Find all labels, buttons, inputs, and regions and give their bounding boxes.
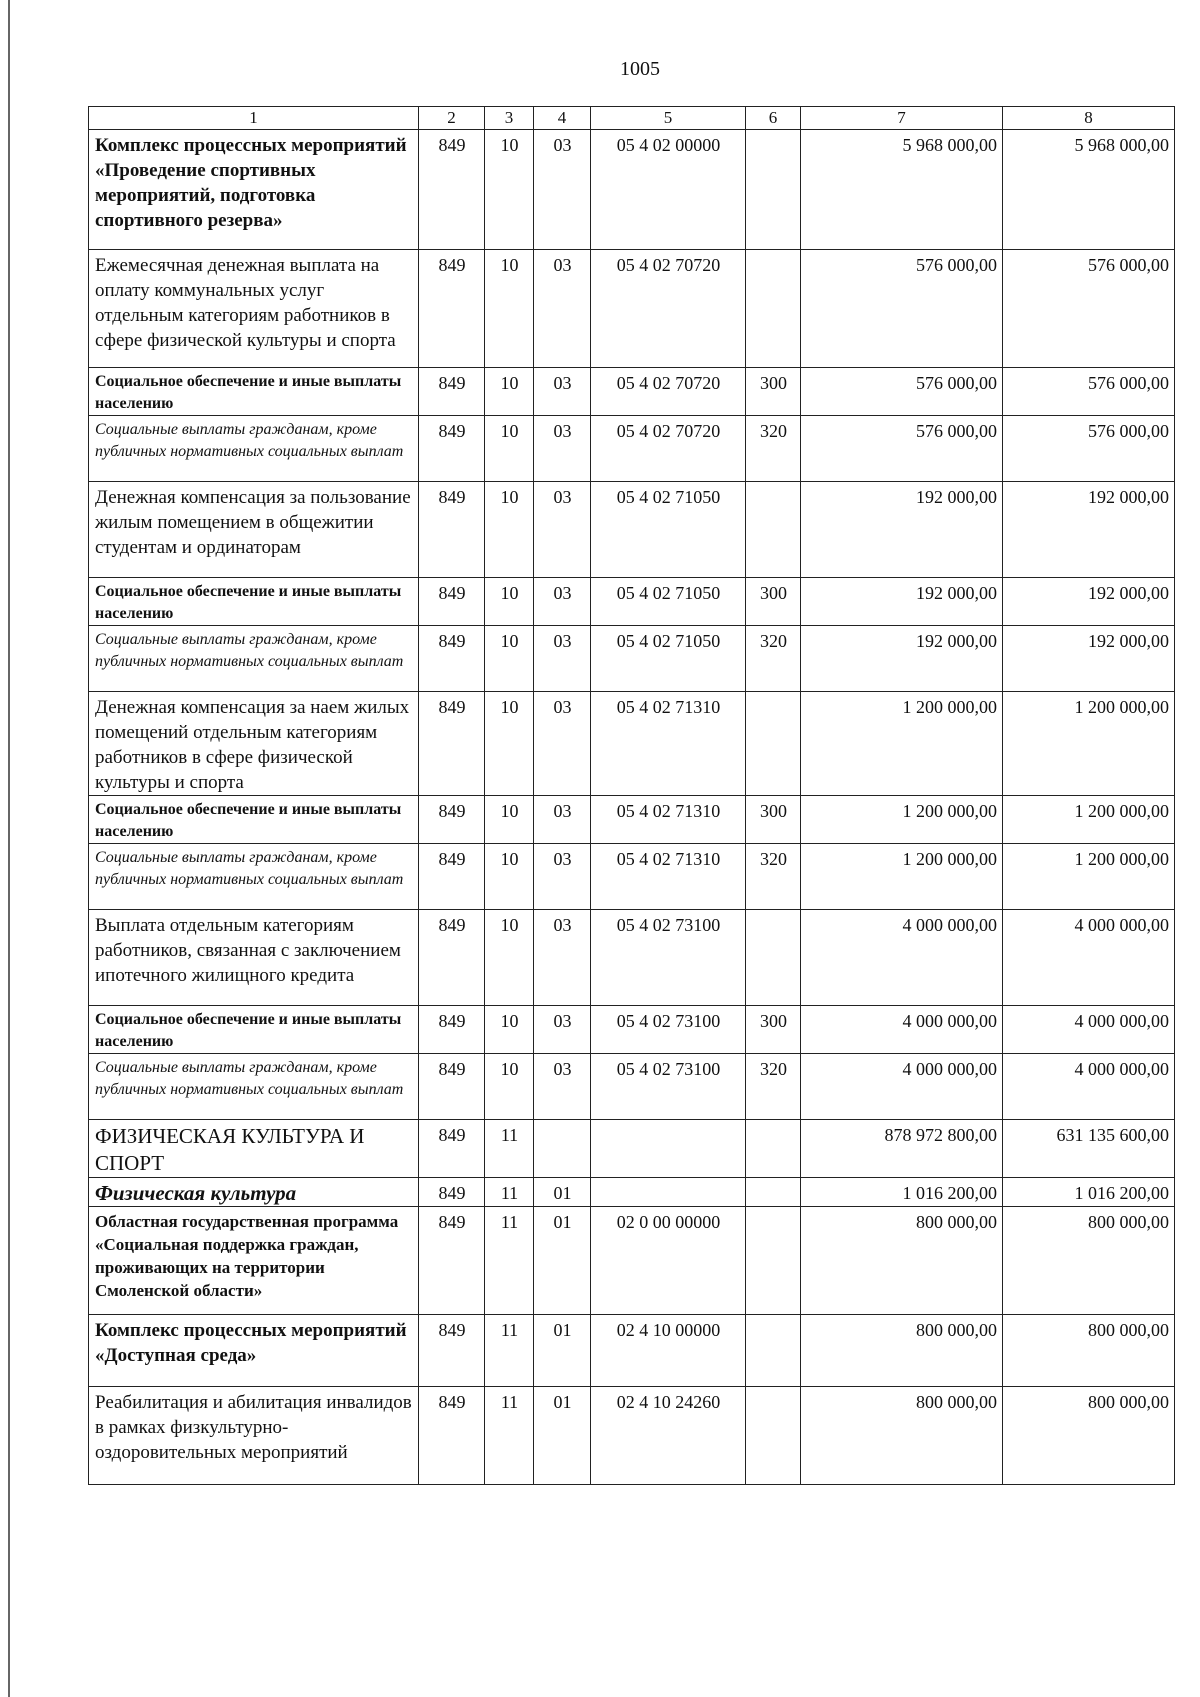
cell-admin-code: 849 (419, 416, 485, 482)
cell-admin-code: 849 (419, 1315, 485, 1387)
cell-target-article (591, 1120, 746, 1178)
column-number: 8 (1003, 107, 1175, 130)
cell-admin-code: 849 (419, 250, 485, 368)
cell-amount-year-2: 800 000,00 (1003, 1207, 1175, 1315)
cell-amount-year-1: 1 200 000,00 (801, 692, 1003, 796)
cell-target-article: 05 4 02 71310 (591, 692, 746, 796)
row-name-cell: Реабилитация и абилитация инвалидов в рамках физкультурно-оздоровительных мероприятий (89, 1387, 419, 1485)
cell-expense-type (746, 1120, 801, 1178)
cell-target-article: 02 0 00 00000 (591, 1207, 746, 1315)
cell-target-article: 05 4 02 73100 (591, 1054, 746, 1120)
cell-admin-code: 849 (419, 1387, 485, 1485)
cell-section: 10 (485, 578, 534, 626)
row-name-cell: Денежная компенсация за наем жилых помещений отдельным категориям работников в сфере физической культуры и спорта (89, 692, 419, 796)
cell-subsection: 03 (534, 844, 591, 910)
table-row (89, 250, 1175, 368)
cell-target-article: 05 4 02 73100 (591, 910, 746, 1006)
cell-amount-year-2: 1 200 000,00 (1003, 844, 1175, 910)
row-name-cell: Физическая культура (89, 1178, 419, 1207)
table-row (89, 1178, 1175, 1207)
cell-target-article: 05 4 02 73100 (591, 1006, 746, 1054)
cell-section: 10 (485, 250, 534, 368)
cell-amount-year-2: 4 000 000,00 (1003, 1006, 1175, 1054)
cell-admin-code: 849 (419, 130, 485, 250)
row-name-cell: Социальное обеспечение и иные выплаты населению (89, 796, 419, 844)
column-number: 2 (419, 107, 485, 130)
cell-subsection: 03 (534, 910, 591, 1006)
cell-amount-year-2: 192 000,00 (1003, 578, 1175, 626)
row-name-cell: Областная государственная программа «Социальная поддержка граждан, проживающих на территории Смоленской области» (89, 1207, 419, 1315)
table-row (89, 1207, 1175, 1315)
cell-amount-year-1: 192 000,00 (801, 482, 1003, 578)
cell-amount-year-1: 800 000,00 (801, 1387, 1003, 1485)
cell-admin-code: 849 (419, 1054, 485, 1120)
cell-subsection: 03 (534, 250, 591, 368)
cell-expense-type (746, 910, 801, 1006)
table-row (89, 578, 1175, 626)
cell-section: 10 (485, 692, 534, 796)
cell-amount-year-1: 4 000 000,00 (801, 910, 1003, 1006)
cell-section: 11 (485, 1178, 534, 1207)
cell-subsection: 03 (534, 1006, 591, 1054)
row-name-cell: Социальное обеспечение и иные выплаты населению (89, 368, 419, 416)
cell-amount-year-1: 576 000,00 (801, 250, 1003, 368)
row-name-cell: Социальное обеспечение и иные выплаты населению (89, 578, 419, 626)
cell-subsection: 01 (534, 1207, 591, 1315)
cell-amount-year-2: 192 000,00 (1003, 482, 1175, 578)
page-number: 1005 (620, 58, 660, 80)
cell-admin-code: 849 (419, 844, 485, 910)
cell-amount-year-1: 1 016 200,00 (801, 1178, 1003, 1207)
row-name-cell: ФИЗИЧЕСКАЯ КУЛЬТУРА И СПОРТ (89, 1120, 419, 1178)
cell-amount-year-1: 800 000,00 (801, 1207, 1003, 1315)
cell-expense-type (746, 482, 801, 578)
cell-expense-type (746, 1178, 801, 1207)
cell-expense-type (746, 1207, 801, 1315)
column-number: 4 (534, 107, 591, 130)
table-row (89, 844, 1175, 910)
scan-edge-line (8, 0, 10, 1697)
cell-amount-year-2: 800 000,00 (1003, 1315, 1175, 1387)
cell-expense-type: 300 (746, 796, 801, 844)
cell-expense-type: 320 (746, 1054, 801, 1120)
cell-amount-year-1: 5 968 000,00 (801, 130, 1003, 250)
table-row (89, 482, 1175, 578)
cell-amount-year-1: 192 000,00 (801, 578, 1003, 626)
cell-amount-year-2: 4 000 000,00 (1003, 1054, 1175, 1120)
cell-target-article: 05 4 02 70720 (591, 416, 746, 482)
cell-admin-code: 849 (419, 578, 485, 626)
table-row (89, 1315, 1175, 1387)
cell-expense-type (746, 130, 801, 250)
cell-amount-year-2: 576 000,00 (1003, 250, 1175, 368)
table-row (89, 796, 1175, 844)
cell-target-article: 05 4 02 71310 (591, 844, 746, 910)
cell-amount-year-1: 4 000 000,00 (801, 1006, 1003, 1054)
cell-amount-year-2: 631 135 600,00 (1003, 1120, 1175, 1178)
cell-admin-code: 849 (419, 368, 485, 416)
cell-expense-type: 320 (746, 416, 801, 482)
cell-admin-code: 849 (419, 1178, 485, 1207)
cell-section: 10 (485, 910, 534, 1006)
cell-amount-year-2: 576 000,00 (1003, 416, 1175, 482)
cell-section: 10 (485, 626, 534, 692)
row-name-cell: Выплата отдельным категориям работников, связанная с заключением ипотечного жилищного кредита (89, 910, 419, 1006)
column-number-row (89, 107, 1175, 130)
cell-admin-code: 849 (419, 1006, 485, 1054)
cell-amount-year-2: 5 968 000,00 (1003, 130, 1175, 250)
table-row (89, 130, 1175, 250)
cell-section: 10 (485, 844, 534, 910)
row-name-cell: Комплекс процессных мероприятий «Доступная среда» (89, 1315, 419, 1387)
cell-amount-year-1: 800 000,00 (801, 1315, 1003, 1387)
cell-amount-year-1: 576 000,00 (801, 416, 1003, 482)
cell-section: 10 (485, 796, 534, 844)
cell-amount-year-2: 1 016 200,00 (1003, 1178, 1175, 1207)
cell-amount-year-1: 4 000 000,00 (801, 1054, 1003, 1120)
cell-expense-type (746, 250, 801, 368)
table-row (89, 626, 1175, 692)
cell-target-article (591, 1178, 746, 1207)
table-row (89, 368, 1175, 416)
table-row (89, 416, 1175, 482)
cell-subsection: 01 (534, 1178, 591, 1207)
cell-amount-year-1: 1 200 000,00 (801, 844, 1003, 910)
table-row (89, 1120, 1175, 1178)
cell-target-article: 05 4 02 70720 (591, 368, 746, 416)
row-name-cell: Денежная компенсация за пользование жилым помещением в общежитии студентам и ординаторам (89, 482, 419, 578)
cell-target-article: 05 4 02 71050 (591, 626, 746, 692)
cell-subsection: 03 (534, 626, 591, 692)
cell-target-article: 02 4 10 24260 (591, 1387, 746, 1485)
cell-expense-type: 300 (746, 578, 801, 626)
cell-admin-code: 849 (419, 1120, 485, 1178)
row-name-cell: Социальные выплаты гражданам, кроме публичных нормативных социальных выплат (89, 1054, 419, 1120)
cell-subsection: 03 (534, 368, 591, 416)
cell-subsection: 03 (534, 482, 591, 578)
cell-expense-type: 300 (746, 1006, 801, 1054)
table-row (89, 1054, 1175, 1120)
row-name-cell: Социальное обеспечение и иные выплаты населению (89, 1006, 419, 1054)
row-name-cell: Ежемесячная денежная выплата на оплату коммунальных услуг отдельным категориям работников в сфере физической культуры и спорта (89, 250, 419, 368)
cell-expense-type: 320 (746, 844, 801, 910)
column-number: 5 (591, 107, 746, 130)
cell-amount-year-1: 878 972 800,00 (801, 1120, 1003, 1178)
cell-target-article: 05 4 02 71050 (591, 482, 746, 578)
cell-subsection: 03 (534, 130, 591, 250)
column-number: 7 (801, 107, 1003, 130)
cell-amount-year-2: 1 200 000,00 (1003, 796, 1175, 844)
cell-target-article: 05 4 02 71050 (591, 578, 746, 626)
cell-subsection: 03 (534, 692, 591, 796)
row-name-cell: Социальные выплаты гражданам, кроме публичных нормативных социальных выплат (89, 844, 419, 910)
table-row (89, 1387, 1175, 1485)
table-row (89, 1006, 1175, 1054)
cell-expense-type (746, 1387, 801, 1485)
cell-subsection: 01 (534, 1315, 591, 1387)
cell-section: 10 (485, 416, 534, 482)
cell-admin-code: 849 (419, 1207, 485, 1315)
cell-amount-year-2: 576 000,00 (1003, 368, 1175, 416)
cell-target-article: 02 4 10 00000 (591, 1315, 746, 1387)
cell-admin-code: 849 (419, 910, 485, 1006)
cell-admin-code: 849 (419, 692, 485, 796)
cell-amount-year-1: 576 000,00 (801, 368, 1003, 416)
cell-amount-year-1: 1 200 000,00 (801, 796, 1003, 844)
cell-subsection: 03 (534, 578, 591, 626)
cell-subsection (534, 1120, 591, 1178)
cell-section: 11 (485, 1315, 534, 1387)
cell-section: 11 (485, 1207, 534, 1315)
budget-table (88, 106, 1175, 1485)
cell-subsection: 03 (534, 796, 591, 844)
cell-admin-code: 849 (419, 796, 485, 844)
column-number: 3 (485, 107, 534, 130)
column-number: 1 (89, 107, 419, 130)
cell-subsection: 03 (534, 1054, 591, 1120)
cell-admin-code: 849 (419, 626, 485, 692)
cell-target-article: 05 4 02 00000 (591, 130, 746, 250)
row-name-cell: Комплекс процессных мероприятий «Проведение спортивных мероприятий, подготовка спортивного резерва» (89, 130, 419, 250)
cell-expense-type: 320 (746, 626, 801, 692)
cell-section: 11 (485, 1387, 534, 1485)
cell-subsection: 01 (534, 1387, 591, 1485)
cell-amount-year-1: 192 000,00 (801, 626, 1003, 692)
cell-subsection: 03 (534, 416, 591, 482)
cell-section: 10 (485, 130, 534, 250)
cell-amount-year-2: 800 000,00 (1003, 1387, 1175, 1485)
cell-target-article: 05 4 02 70720 (591, 250, 746, 368)
table-row (89, 692, 1175, 796)
column-number: 6 (746, 107, 801, 130)
row-name-cell: Социальные выплаты гражданам, кроме публичных нормативных социальных выплат (89, 416, 419, 482)
cell-section: 11 (485, 1120, 534, 1178)
cell-admin-code: 849 (419, 482, 485, 578)
cell-amount-year-2: 192 000,00 (1003, 626, 1175, 692)
cell-section: 10 (485, 368, 534, 416)
row-name-cell: Социальные выплаты гражданам, кроме публичных нормативных социальных выплат (89, 626, 419, 692)
cell-target-article: 05 4 02 71310 (591, 796, 746, 844)
cell-expense-type (746, 692, 801, 796)
cell-expense-type (746, 1315, 801, 1387)
cell-section: 10 (485, 1054, 534, 1120)
cell-expense-type: 300 (746, 368, 801, 416)
cell-amount-year-2: 4 000 000,00 (1003, 910, 1175, 1006)
table-row (89, 910, 1175, 1006)
cell-amount-year-2: 1 200 000,00 (1003, 692, 1175, 796)
cell-section: 10 (485, 482, 534, 578)
cell-section: 10 (485, 1006, 534, 1054)
